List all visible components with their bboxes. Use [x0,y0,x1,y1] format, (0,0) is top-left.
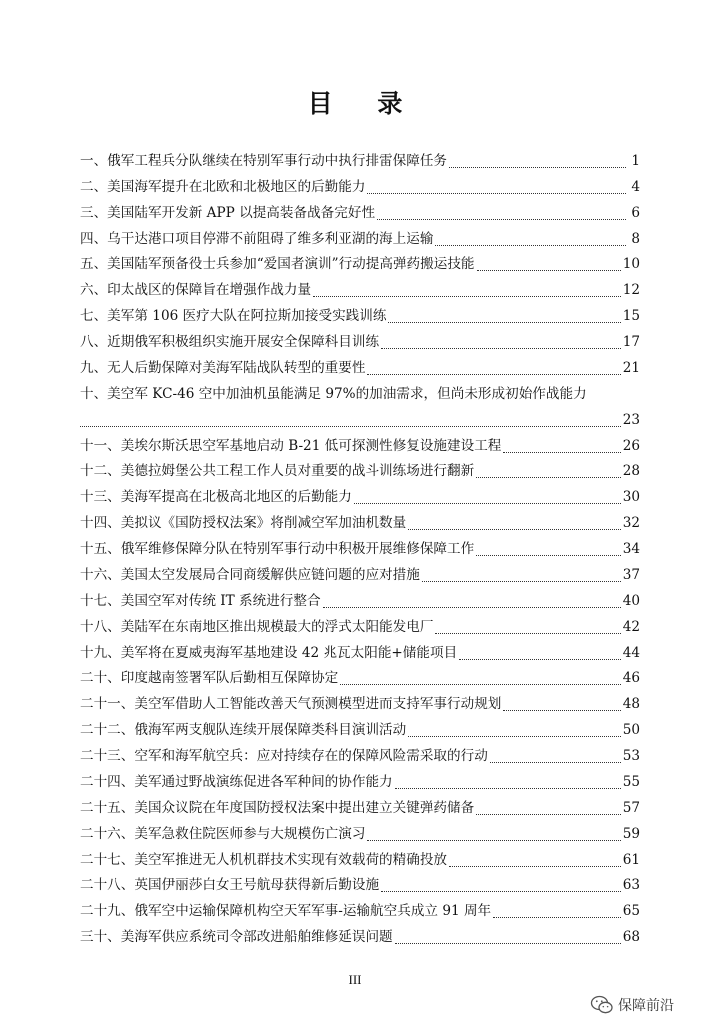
toc-entry[interactable] [80,792,640,818]
toc-leader-dots [503,694,620,711]
toc-leader-dots [395,927,621,944]
toc-entry-title: 十六、美国太空发展局合同商缓解供应链问题的应对措施 [80,566,420,583]
toc-entry[interactable] [80,844,640,870]
toc-leader-dots [313,280,621,297]
toc-leader-dots [408,720,620,737]
toc-entry[interactable] [80,611,640,637]
toc-entry-page: 50 [622,722,640,739]
toc-entry-title: 二十三、空军和海军航空兵：应对持续存在的保障风险需采取的行动 [80,748,488,764]
toc-entry[interactable] [80,663,640,689]
toc-entry[interactable] [80,249,640,275]
toc-entry-page: 23 [622,411,640,428]
toc-leader-dots [449,151,626,168]
toc-entry[interactable] [80,585,640,611]
toc-entry-title: 四、乌干达港口项目停滞不前阻碍了维多利亚湖的海上运输 [80,230,434,247]
toc-title: 目 录 [307,89,421,118]
toc-leader-dots [476,798,620,815]
toc-entry-page: 61 [622,851,640,868]
toc-entry-page: 26 [622,437,640,454]
toc-leader-dots [459,643,621,660]
toc-leader-dots [367,824,620,841]
toc-entry[interactable] [80,766,640,792]
toc-leader-dots [388,306,620,323]
toc-entry-title: 十九、美军将在夏威夷海军基地建设 42 兆瓦太阳能+储能项目 [80,644,458,661]
toc-entry-page: 10 [622,256,640,273]
toc-entry-title: 二十八、英国伊丽莎白女王号航母获得新后勤设施 [80,877,380,894]
toc-leader-dots [435,229,626,246]
toc-entry[interactable] [80,326,640,352]
toc-entry-title: 二十、印度越南签署军队后勤相互保障协定 [80,670,339,687]
toc-leader-dots [449,850,621,867]
toc-entry-title: 十三、美海军提高在北极高北地区的后勤能力 [80,489,352,506]
toc-entry[interactable] [80,921,640,947]
toc-entry[interactable] [80,481,640,507]
toc-entry-page: 32 [622,515,640,532]
toc-entry-page: 34 [622,541,640,557]
toc-leader-dots [381,332,621,349]
toc-entry-title: 九、无人后勤保障对美海军陆战队转型的重要性 [80,359,366,376]
toc-entry-continuation[interactable] [80,404,640,430]
toc-entry-title: 十八、美陆军在东南地区推出规模最大的浮式太阳能发电厂 [80,618,434,635]
toc-entry-page: 53 [622,748,640,764]
toc-entry-page: 57 [622,799,640,816]
toc-entry[interactable] [80,145,640,171]
toc-entry-page: 1 [631,152,640,169]
table-of-contents [80,145,640,947]
toc-entry[interactable] [80,559,640,585]
toc-entry[interactable] [80,300,640,326]
toc-entry-page: 68 [622,929,640,946]
toc-leader-dots [354,487,621,504]
toc-entry-title: 二十九、俄军空中运输保障机构空天军军事-运输航空兵成立 91 周年 [80,903,492,920]
toc-leader-dots [377,203,626,220]
toc-entry-page: 44 [622,644,640,661]
toc-leader-dots [340,668,620,685]
toc-entry-title: 二、美国海军提升在北欧和北极地区的后勤能力 [80,178,366,195]
toc-entry-page: 30 [622,489,640,506]
toc-entry-title: 一、俄军工程兵分队继续在特别军事行动中执行排雷保障任务 [80,152,448,169]
toc-entry[interactable] [80,507,640,533]
toc-entry[interactable] [80,456,640,482]
toc-leader-dots [490,746,621,763]
toc-entry-title: 三十、美海军供应系统司令部改进船舶维修延误问题 [80,929,393,946]
toc-entry-page: 65 [622,903,640,920]
toc-entry-page: 42 [622,618,640,635]
toc-entry[interactable] [80,352,640,378]
watermark [590,994,674,1016]
toc-entry-title: 十七、美国空军对传统 IT 系统进行整合 [80,592,321,609]
toc-entry-page: 8 [631,230,640,247]
toc-entry-page: 37 [622,566,640,583]
toc-entry-title: 二十二、俄海军两支舰队连续开展保障类科目演训活动 [80,722,407,739]
toc-entry[interactable] [80,870,640,896]
toc-entry-page: 55 [622,773,640,790]
toc-entry[interactable] [80,740,640,766]
toc-entry[interactable] [80,378,640,404]
toc-entry-page: 21 [622,359,640,376]
toc-entry-title: 二十六、美军急救住院医师参与大规模伤亡演习 [80,825,366,842]
toc-entry-page: 6 [631,204,640,221]
toc-entry[interactable] [80,171,640,197]
wechat-icon [590,994,614,1016]
toc-entry-page: 28 [622,463,640,480]
toc-entry-page: 63 [622,877,640,894]
toc-entry[interactable] [80,533,640,559]
toc-entry[interactable] [80,197,640,223]
toc-leader-dots [367,358,620,375]
toc-entry-page: 12 [622,282,640,299]
toc-entry-page: 40 [622,592,640,609]
toc-leader-dots [503,436,620,453]
toc-entry-page: 46 [622,670,640,687]
toc-leader-dots [408,513,620,530]
toc-entry-title: 十五、俄军维修保障分队在特别军事行动中积极开展维修保障工作 [80,541,475,557]
toc-entry-title: 二十七、美空军推进无人机机群技术实现有效载荷的精确投放 [80,851,448,868]
toc-entry-title: 十二、美德拉姆堡公共工程工作人员对重要的战斗训练场进行翻新 [80,463,475,480]
toc-entry-page: 15 [622,308,640,325]
toc-entry-title: 七、美军第 106 医疗大队在阿拉斯加接受实践训练 [80,308,387,325]
toc-entry-title: 二十四、美军通过野战演练促进各军种间的协作能力 [80,773,393,790]
toc-entry-page: 59 [622,825,640,842]
toc-entry-page: 48 [622,696,640,713]
toc-entry-title: 二十五、美国众议院在年度国防授权法案中提出建立关键弹药储备 [80,799,475,816]
toc-entry-page: 4 [631,178,640,195]
toc-entry[interactable] [80,818,640,844]
toc-entry-title: 三、美国陆军开发新 APP 以提高装备战备完好性 [80,204,376,221]
toc-leader-dots [80,410,621,427]
toc-leader-dots [476,461,620,478]
toc-entry[interactable] [80,714,640,740]
toc-leader-dots [435,617,620,634]
toc-leader-dots [476,539,620,556]
toc-entry-title: 二十一、美空军借助人工智能改善天气预测模型进而支持军事行动规划 [80,696,502,713]
toc-leader-dots [395,772,621,789]
toc-entry[interactable] [80,637,640,663]
toc-entry-title: 八、近期俄军积极组织实施开展安全保障科目训练 [80,334,380,350]
toc-entry[interactable] [80,430,640,456]
toc-leader-dots [367,177,626,194]
toc-entry-title: 十、美空军 KC-46 空中加油机虽能满足 97%的加油需求，但尚未形成初始作战能力 [80,385,587,402]
toc-entry-page: 17 [622,334,640,350]
toc-entry[interactable] [80,895,640,921]
toc-entry[interactable] [80,274,640,300]
toc-entry[interactable] [80,688,640,714]
toc-entry[interactable] [80,223,640,249]
toc-entry-title: 六、印太战区的保障旨在增强作战力量 [80,282,312,299]
page-number-footer: III [348,972,362,987]
watermark-text: 保障前沿 [618,998,674,1014]
toc-leader-dots [381,875,621,892]
toc-entry-title: 十一、美埃尔斯沃思空军基地启动 B-21 低可探测性修复设施建设工程 [80,437,502,454]
toc-leader-dots [477,254,621,271]
toc-entry-title: 十四、美拟议《国防授权法案》将削减空军加油机数量 [80,515,407,532]
toc-leader-dots [323,591,621,608]
toc-leader-dots [493,901,621,918]
toc-entry-title: 五、美国陆军预备役士兵参加“爱国者演训”行动提高弹药搬运技能 [80,256,475,273]
toc-leader-dots [422,565,621,582]
